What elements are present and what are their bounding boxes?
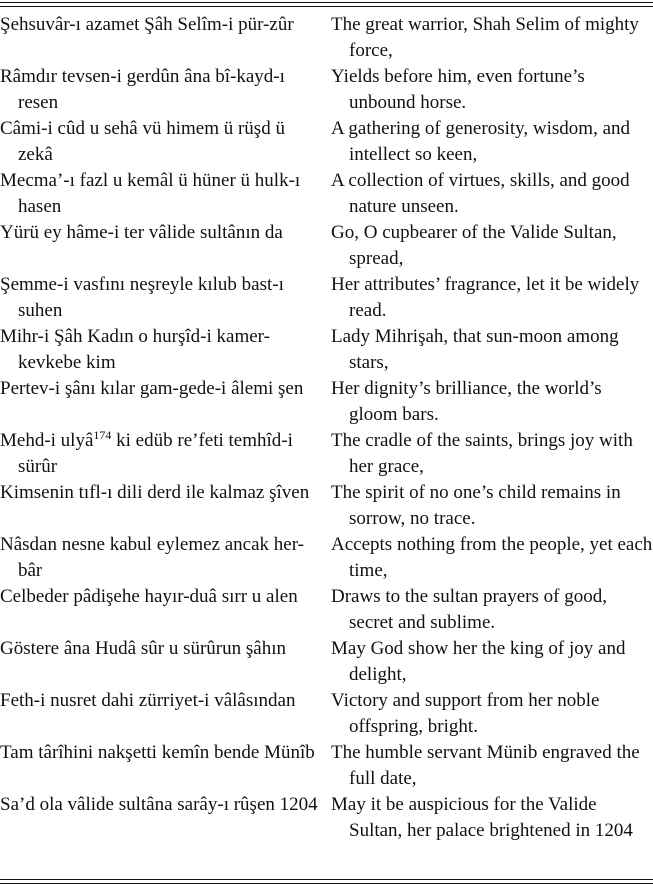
turkish-verse: Nâsdan nesne kabul eylemez ancak her-bâr bbox=[0, 534, 304, 581]
english-translation: The spirit of no one’s child remains in sorrow, no trace. bbox=[331, 482, 621, 529]
turkish-verse-cell bbox=[0, 792, 331, 844]
english-translation: Her dignity’s brilliance, the world’s gloom bars. bbox=[331, 378, 602, 425]
english-translation-cell bbox=[331, 480, 653, 532]
verse-row bbox=[0, 168, 653, 220]
english-translation: Yields before him, even fortune’s unbound horse. bbox=[331, 66, 585, 113]
verse-row bbox=[0, 324, 653, 376]
english-translation: The cradle of the saints, brings joy with her grace, bbox=[331, 430, 633, 477]
turkish-verse-cell bbox=[0, 376, 331, 428]
verse-row bbox=[0, 688, 653, 740]
english-translation-cell bbox=[331, 636, 653, 688]
turkish-verse: Sa’d ola vâlide sultâna sarây-ı rûşen 1204 bbox=[0, 794, 318, 815]
top-rule bbox=[0, 2, 653, 3]
verse-translation-table bbox=[0, 12, 653, 844]
english-translation-cell bbox=[331, 12, 653, 64]
english-translation: May it be auspicious for the Valide Sultan, her palace brightened in 1204 bbox=[331, 794, 633, 841]
verse-row bbox=[0, 740, 653, 792]
english-translation-cell bbox=[331, 376, 653, 428]
verse-row bbox=[0, 12, 653, 64]
english-translation: The humble servant Münib engraved the full date, bbox=[331, 742, 640, 789]
english-translation-cell bbox=[331, 116, 653, 168]
turkish-verse-cell bbox=[0, 636, 331, 688]
english-translation-cell bbox=[331, 584, 653, 636]
turkish-verse: Şehsuvâr-ı azamet Şâh Selîm-i pür-zûr bbox=[0, 14, 294, 35]
english-translation-cell bbox=[331, 272, 653, 324]
turkish-verse-cell bbox=[0, 584, 331, 636]
verse-row bbox=[0, 480, 653, 532]
top-rule-inner bbox=[0, 6, 653, 7]
turkish-verse-cell bbox=[0, 688, 331, 740]
english-translation: Lady Mihrişah, that sun-moon among stars, bbox=[331, 326, 619, 373]
turkish-verse-cell bbox=[0, 116, 331, 168]
turkish-verse: Pertev-i şânı kılar gam-gede-i âlemi şen bbox=[0, 378, 304, 399]
turkish-verse-cell bbox=[0, 532, 331, 584]
verse-row bbox=[0, 532, 653, 584]
english-translation-cell bbox=[331, 324, 653, 376]
english-translation-cell bbox=[331, 168, 653, 220]
english-translation-cell bbox=[331, 532, 653, 584]
turkish-verse: Celbeder pâdişehe hayır-duâ sırr u alen bbox=[0, 586, 298, 607]
bottom-rule-outer bbox=[0, 883, 653, 884]
english-translation: Her attributes’ fragrance, let it be widely read. bbox=[331, 274, 640, 321]
bottom-rule bbox=[0, 879, 653, 880]
turkish-verse-cell bbox=[0, 220, 331, 272]
english-translation-cell bbox=[331, 740, 653, 792]
turkish-verse: Câmi-i cûd u sehâ vü himem ü rüşd ü zekâ bbox=[0, 118, 285, 165]
verse-row bbox=[0, 272, 653, 324]
turkish-verse: Tam târîhini nakşetti kemîn bende Münîb bbox=[0, 742, 315, 763]
verse-row bbox=[0, 792, 653, 844]
verse-row bbox=[0, 220, 653, 272]
turkish-verse-cell bbox=[0, 12, 331, 64]
turkish-verse: Râmdır tevsen-i gerdûn âna bî-kayd-ı resen bbox=[0, 66, 285, 113]
verse-row bbox=[0, 584, 653, 636]
turkish-verse: Kimsenin tıfl-ı dili derd ile kalmaz şîven bbox=[0, 482, 310, 503]
turkish-verse-text: Mehd-i ulyâ bbox=[0, 430, 94, 451]
turkish-verse: Göstere âna Hudâ sûr u sürûrun şâhın bbox=[0, 638, 286, 659]
english-translation-cell bbox=[331, 428, 653, 480]
verse-row bbox=[0, 376, 653, 428]
english-translation-cell bbox=[331, 220, 653, 272]
turkish-verse: Şemme-i vasfını neşreyle kılub bast-ı suhen bbox=[0, 274, 284, 321]
english-translation: May God show her the king of joy and delight, bbox=[331, 638, 626, 685]
english-translation: Draws to the sultan prayers of good, secret and sublime. bbox=[331, 586, 607, 633]
english-translation: Go, O cupbearer of the Valide Sultan, spread, bbox=[331, 222, 617, 269]
english-translation: Accepts nothing from the people, yet each time, bbox=[331, 534, 653, 581]
english-translation-cell bbox=[331, 64, 653, 116]
turkish-verse-cell bbox=[0, 324, 331, 376]
turkish-verse-text-cont: ki edüb re’feti temhîd-i sürûr bbox=[18, 430, 293, 477]
turkish-verse: Mihr-i Şâh Kadın o hurşîd-i kamer-kevkebe kim bbox=[0, 326, 270, 373]
turkish-verse-cell bbox=[0, 428, 331, 480]
english-translation: The great warrior, Shah Selim of mighty force, bbox=[331, 14, 639, 61]
english-translation: A gathering of generosity, wisdom, and intellect so keen, bbox=[331, 118, 631, 165]
verse-row bbox=[0, 428, 653, 480]
turkish-verse-cell bbox=[0, 740, 331, 792]
turkish-verse: Mecma’-ı fazl u kemâl ü hüner ü hulk-ı hasen bbox=[0, 170, 301, 217]
turkish-verse: Yürü ey hâme-i ter vâlide sultânın da bbox=[0, 222, 283, 243]
english-translation-cell bbox=[331, 792, 653, 844]
turkish-verse-cell bbox=[0, 64, 331, 116]
verse-row bbox=[0, 116, 653, 168]
footnote-marker: 174 bbox=[93, 428, 112, 442]
verse-row bbox=[0, 64, 653, 116]
turkish-verse-cell bbox=[0, 480, 331, 532]
turkish-verse: Feth-i nusret dahi zürriyet-i vâlâsından bbox=[0, 690, 296, 711]
english-translation-cell bbox=[331, 688, 653, 740]
english-translation: A collection of virtues, skills, and good nature unseen. bbox=[331, 170, 630, 217]
verse-row bbox=[0, 636, 653, 688]
turkish-verse-cell bbox=[0, 168, 331, 220]
turkish-verse-cell bbox=[0, 272, 331, 324]
turkish-verse bbox=[0, 428, 331, 480]
english-translation: Victory and support from her noble offspring, bright. bbox=[331, 690, 600, 737]
